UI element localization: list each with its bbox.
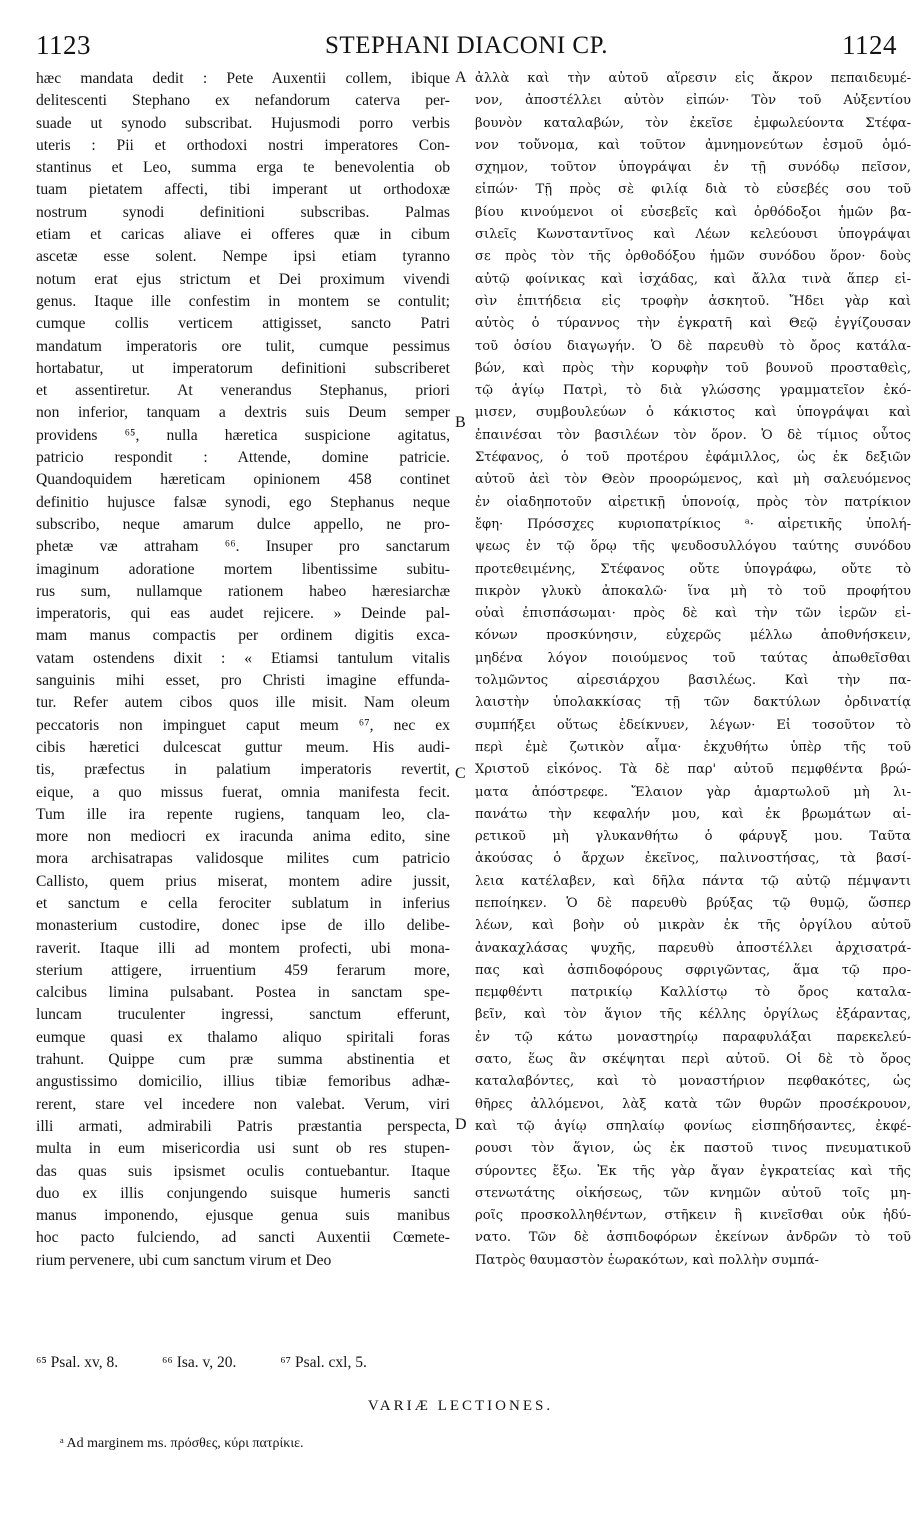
latin-text-line: tuam pietatem affecti, tibi imperant ut orthodoxæ: [36, 181, 450, 199]
footnote-66: ⁶⁶ Isa. v, 20.: [162, 1354, 237, 1371]
latin-text-line: manus imponendo, ejusque genua suis manibus: [36, 1207, 450, 1225]
latin-text-line: hæc mandata dedit : Pete Auxentii collem, ibique: [36, 70, 450, 87]
greek-text-line: λεια κατέλαβεν, καὶ δῆλα πάντα τῷ αὐτῷ πέμψαντι: [475, 873, 911, 889]
greek-text-line: ἐν οἱαδηποτοῦν αἱρετικῇ ὑπονοίᾳ, πρὸς τὸν πατρίκιον: [475, 494, 911, 510]
greek-text-line: Πατρὸς θαυμαστὸν ἑωρακότων, καὶ πολλὴν συμπά-: [475, 1252, 819, 1268]
latin-text-line: peccatoris non impinguet caput meum ⁶⁷, nec ex: [36, 716, 450, 734]
latin-text-line: eumque quasi ex thalamo aliquo spiritali foras: [36, 1028, 450, 1046]
latin-text-line: et sanctum e cella ferociter sublatum in inferius: [36, 894, 450, 912]
greek-text-line: αὐτὸς ὁ τύραννος τὴν ἐγκρατῆ καὶ Θεῷ ἐγγίζουσαν: [475, 316, 911, 332]
greek-text-line: καταλαβόντες, καὶ τὸ μοναστήριον πεφθακότες, ὡς: [475, 1074, 911, 1090]
latin-text-line: cumque collis verticem attigisset, sancto Patri: [36, 315, 450, 333]
latin-text-line: phetæ væ attraham ⁶⁶. Insuper pro sanctarum: [36, 538, 450, 556]
greek-text-line: σὶν ἐπιτήδεια εἰς τροφὴν ἀσκητοῦ. Ἤδει γὰρ καὶ: [475, 293, 911, 309]
latin-text-line: mandatum imperatoris ore tulit, cumque pessimus: [36, 337, 450, 355]
latin-text-line: nostrum synodi definitioni subscribas. Palmas: [36, 203, 450, 221]
latin-text-line: etiam et caricas aliave ei offeres quæ in cibum: [36, 226, 450, 244]
greek-text-line: τοῦ ὁσίου διαγωγήν. Ὁ δὲ παρευθὺ τὸ ὄρος κατάλα-: [475, 338, 911, 354]
greek-text-line: βών, καὶ πρὸς τὴν κορυφὴν τοῦ βουνοῦ προσταθεὶς,: [475, 360, 911, 376]
latin-text-line: tur. Refer autem cibos quos ille misit. Nam oleum: [36, 694, 450, 712]
latin-text-line: rus sum, nullamque rationem habeo hæresiarchæ: [36, 582, 450, 600]
latin-text-line: hoc pacto fulciendo, ad sancti Auxentii Cœmete-: [36, 1229, 450, 1247]
greek-text-line: Χριστοῦ εἰκόνος. Τὰ δὲ παρ' αὐτοῦ πεμφθέντα βρώ-: [475, 762, 911, 778]
greek-text-line: ροῖς προσκολληθέντων, στῆκειν ἢ κινεῖσθαι οὐκ ἠδύ-: [475, 1208, 911, 1224]
latin-text-line: definitio hujusce falsæ synodi, ego Stephanus neque: [36, 493, 450, 511]
latin-text-line: calcibus limina pulsabant. Postea in sanctam spe-: [36, 984, 450, 1002]
variae-lectiones-note: ᵃ Ad marginem ms. πρόσθες, κύρι πατρίκιε.: [60, 1436, 304, 1451]
greek-text-line: νον, ἀποστέλλει αὐτὸν εἰπών· Τὸν τοῦ Αὐξεντίου: [475, 93, 911, 109]
greek-text-line: Στέφανος, ὁ τοῦ προτέρου ἐφάμιλλος, ὡς ἐκ δεξιῶν: [475, 450, 911, 466]
latin-text-line: notum erat ejus strictum et Dei proximum vivendi: [36, 270, 450, 288]
greek-column: [475, 68, 911, 1272]
latin-text-line: genus. Itaque ille confestim in montem se contulit;: [36, 292, 450, 310]
latin-text-line: delitescenti Stephano ex nefandorum caterva per-: [36, 92, 450, 110]
greek-text-line: νατο. Τῶν δὲ ἀσπιδοφόρων ἐκείνων ἀνδρῶν τὸ τοῦ: [475, 1230, 911, 1246]
greek-text-line: μηδένα λόγον ποιούμενος τοῦ ταύτας ἀπωθεῖσθαι: [475, 650, 911, 666]
latin-text-line: mam manus compactis per ordinem digitis exca-: [36, 627, 450, 645]
greek-text-line: συμπήξει οὕτως ἐδείκνυεν, λέγων· Εἰ τοσοῦτον τὸ: [475, 717, 911, 733]
latin-text-line: patricio respondit : Attende, domine patricie.: [36, 449, 450, 467]
latin-text-line: imperatoris, qui eas audet rejicere. » Deinde pal-: [36, 605, 450, 623]
right-page-number: 1124: [842, 30, 897, 60]
greek-text-line: στενωτάτης οἰκήσεως, τῶν κνημῶν αὐτοῦ τοῖς μη-: [475, 1185, 911, 1201]
latin-text-line: cibis hæretici dulcescat guttur meum. His audi-: [36, 738, 450, 756]
latin-text-line: et assentiretur. At venerandus Stephanus, priori: [36, 382, 450, 400]
latin-text-line: tis, præfectus in palatium imperatoris revertit,: [36, 761, 450, 779]
latin-text-line: providens ⁶⁵, nulla hæretica suspicione agitatus,: [36, 426, 450, 444]
greek-text-line: λαιστὴν ὑπολακκίσας τῇ τῶν δακτύλων ὀρδινατίᾳ: [475, 695, 911, 711]
variae-lectiones-heading: VARIÆ LECTIONES.: [367, 1398, 554, 1414]
latin-text-line: subscribo, neque amarum dulce appello, ne pro-: [36, 515, 450, 533]
latin-text-line: illi armati, admirabili Patris præstantia perspecta,: [36, 1117, 450, 1135]
latin-text-line: sterium attigere, irruentium 459 ferarum more,: [36, 961, 450, 979]
greek-text-line: ψεως ἐν τῷ ὅρῳ τῆς ψευδοσυλλόγου ταύτης συνόδου: [475, 539, 911, 555]
greek-text-line: καὶ τῷ ἁγίῳ σπηλαίῳ φονίως εἰσπηδήσαντες, ἐκφέ-: [475, 1118, 911, 1134]
greek-text-line: πεμφθέντι πατρικίῳ Καλλίστῳ τὸ ὄρος καταλα-: [475, 985, 911, 1001]
greek-text-line: λέων, καὶ βοὴν οὐ μικρὰν ἐκ τῆς ὀργίλου αὐτοῦ: [475, 918, 911, 934]
greek-text-line: βίου κινούμενοι οἱ εὐσεβεῖς καὶ ὀρθόδοξοι ἡμῶν βα-: [475, 204, 911, 220]
greek-text-line: πεποίηκεν. Ὁ δὲ παρευθὺ βρύξας τῷ θυμῷ, ὥσπερ: [475, 895, 911, 911]
latin-text-line: imaginum adoratione mortem libentissime subitu-: [36, 560, 450, 578]
footnote-65: ⁶⁵ Psal. xv, 8.: [36, 1354, 119, 1371]
greek-text-line: ἀνακαχλάσας ψυχῆς, παρευθὺ ἀποστέλλει ἀρχισατρά-: [475, 940, 911, 956]
footnotes: [36, 1354, 916, 1372]
latin-text-line: eique, a quo missus fuerat, omnia manifesta fecit.: [36, 783, 450, 801]
greek-text-line: θῆρες ἀλλόμενοι, λὰξ κατὰ τῶν θυρῶν προσέκρουον,: [475, 1096, 911, 1112]
margin-letter-c: C: [455, 765, 466, 782]
latin-text-line: Quandoquidem hæreticam opinionem 458 continet: [36, 471, 450, 489]
running-header: [36, 30, 897, 64]
latin-text-line: stantinus et Leo, summa erga te benevolentia ob: [36, 159, 450, 177]
latin-text-line: ascetæ esse solent. Nempe ipsi etiam tyranno: [36, 248, 450, 266]
greek-text-line: πικρὸν γλυκὺ ἀποκαλῶ· ἵνα μὴ τὸ τοῦ προφήτου: [475, 583, 911, 599]
greek-text-line: βουνὸν καταλαβών, τὸν ἐκεῖσε ἐμφωλεύοντα Στέφα-: [475, 115, 911, 131]
greek-text-line: αὐτῷ φοίνικας καὶ ἰσχάδας, καὶ ἄλλα τινὰ ἅπερ εἰ-: [475, 271, 911, 287]
greek-text-line: βεῖν, καὶ τὸν ἅγιον τῆς κέλλης ὀργίλως ἐξάραντας,: [475, 1007, 911, 1023]
latin-text-line: sanguinis mihi esset, pro Christi imagine effunda-: [36, 672, 450, 690]
latin-text-line: monasterium custodire, donec ipse de illo delibe-: [36, 917, 450, 935]
greek-text-line: ἐπαινέσαι τὸν βασιλέων τὸν ὅρον. Ὁ δὲ τίμιος οὗτος: [475, 427, 911, 443]
greek-text-line: σατο, ἕως ἂν σκέψηται περὶ αὐτοῦ. Οἱ δὲ τὸ ὄρος: [475, 1052, 911, 1068]
greek-text-line: σχημον, τοῦτον ὑπογράψαι ἐν τῇ συνόδῳ πεῖσον,: [475, 160, 911, 176]
latin-text-line: das quas suis ipsismet oculis contuebantur. Itaque: [36, 1162, 450, 1180]
greek-text-line: ἔφη· Πρόσσχες κυριοπατρίκιος ᵃ· αἱρετικῆς ὑπολή-: [475, 516, 911, 532]
greek-text-line: μισεν, συμβουλεύων ὁ κάκιστος καὶ ὑπογράψαι καὶ: [475, 405, 911, 421]
latin-text-line: rerent, stare vel incedere non valebat. Verum, viri: [36, 1095, 450, 1113]
latin-text-line: raverit. Itaque illi ad montem profecti, ubi mona-: [36, 939, 450, 957]
greek-text-line: ρετικοῦ μὴ γλυκανθήτω ὁ φάρυγξ μου. Ταῦτα: [475, 829, 911, 845]
latin-column: [36, 68, 450, 1272]
latin-text-line: uteris : Pii et orthodoxi nostri imperatores Con-: [36, 136, 450, 154]
margin-letter-b: B: [455, 414, 466, 431]
latin-text-line: rium pervenere, ubi cum sanctum virum et Deo: [36, 1251, 332, 1269]
greek-text-line: οὐαὶ ἐπισπάσωμαι· πρὸς δὲ καὶ τὴν τῶν ἱερῶν εἰ-: [475, 606, 911, 622]
footnote-67: ⁶⁷ Psal. cxl, 5.: [280, 1354, 367, 1371]
greek-text-line: ἐν τῷ κάτω μοναστηρίῳ παραφυλάξαι παρεκελεύ-: [475, 1029, 911, 1045]
running-title: STEPHANI DIACONI CP.: [325, 32, 608, 59]
latin-text-line: luncam truculenter ingressi, sanctum efferunt,: [36, 1006, 450, 1024]
greek-text-line: ἀκούσας ὁ ἄρχων ἐκεῖνος, παλινοστήσας, τὰ βασί-: [475, 851, 911, 867]
greek-text-line: σε πρὸς τὸν τῆς ὀρθοδόξου ἡμῶν συνόδου ὅρον· δοὺς: [475, 249, 911, 265]
greek-text-line: αὐτοῦ ἀεὶ τὸν Θεὸν προορώμενος, καὶ μὴ σαλευόμενος: [475, 472, 911, 488]
latin-text-line: Callisto, quem prius miserat, montem adire jussit,: [36, 872, 450, 890]
latin-text-line: Tum ille ira repente rugiens, tanquam leo, cla-: [36, 805, 450, 823]
latin-text-line: vatam ostendens dixit : « Etiamsi tantulum vitalis: [36, 649, 450, 667]
latin-text-line: mora archisatrapas validosque milites cum patricio: [36, 850, 450, 868]
latin-text-line: duo ex illis conjungendo suisque humeris sancti: [36, 1184, 450, 1202]
greek-text-line: ἀλλὰ καὶ τὴν αὐτοῦ αἵρεσιν εἰς ἄκρον πεπαιδευμέ-: [475, 71, 911, 86]
greek-text-line: κόνων προσκύνησιν, εὐχερῶς μέλλω ἀποθνήσκειν,: [475, 628, 911, 644]
greek-text-line: ρουσι τὸν ἅγιον, ὡς ἐκ παστοῦ τινος πνευματικοῦ: [475, 1141, 911, 1157]
latin-text-line: non inferior, tanquam a dextris suis Deum semper: [36, 404, 450, 422]
greek-text-line: τῷ ἁγίῳ Πατρὶ, τὸ διὰ γλώσσης γραμματεῖον ἐκό-: [475, 383, 911, 399]
greek-text-line: ματα ἀπόστρεφε. Ἔλαιον γὰρ ἁμαρτωλοῦ μὴ λι-: [475, 784, 911, 800]
margin-letter-a: A: [455, 69, 467, 86]
greek-text-line: πας καὶ ἀσπιδοφόρους σφριγῶντας, ἅμα τῷ προ-: [475, 962, 911, 978]
latin-text-line: hortabatur, ut imperatorum definitioni subscriberet: [36, 359, 450, 377]
greek-text-line: τολμῶντος αἱρεσιάρχου βασιλέως. Καὶ τὴν πα-: [475, 673, 911, 689]
greek-text-line: περὶ ἐμὲ ζωτικὸν αἷμα· ἐκχυθήτω ὑπὲρ τῆς τοῦ: [475, 739, 911, 755]
latin-text-line: more non mediocri ex iracunda anima edito, sine: [36, 828, 450, 846]
greek-text-line: σιλεῖς Κωνσταντῖνος καὶ Λέων κελεύουσι ὑπογράψαι: [475, 227, 911, 243]
greek-text-line: προτεθειμένης, Στέφανος οὔτε ὑπογράφω, οὔτε τὸ: [475, 561, 911, 577]
latin-text-line: trahunt. Quippe cum præ summa abstinentia et: [36, 1051, 450, 1069]
greek-text-line: εἰπών· Τῇ πρὸς σὲ φιλίᾳ διὰ τὸ εὐσεβές σου τοῦ: [475, 182, 911, 198]
latin-text-line: multa in eum misericordia usi sunt ob res stupen-: [36, 1140, 450, 1158]
greek-text-line: σύροντες ἔξω. Ἐκ τῆς γὰρ ἄγαν ἐγκρατείας καὶ τῆς: [475, 1163, 911, 1179]
latin-text-line: angustissimo domicilio, illius tibiæ femoribus adhæ-: [36, 1073, 450, 1091]
latin-text-line: suade ut synodo subscribat. Hujusmodi porro verbis: [36, 114, 450, 132]
left-page-number: 1123: [36, 30, 91, 60]
margin-letter-d: D: [455, 1116, 467, 1133]
greek-text-line: πανάτω τὴν κεφαλήν μου, καὶ ἐκ βρωμάτων αἱ-: [475, 806, 911, 822]
greek-text-line: νον τοὔνομα, καὶ τοῦτον ἀμνημονεύτων ἐσμοῦ ὁμό-: [475, 137, 911, 153]
